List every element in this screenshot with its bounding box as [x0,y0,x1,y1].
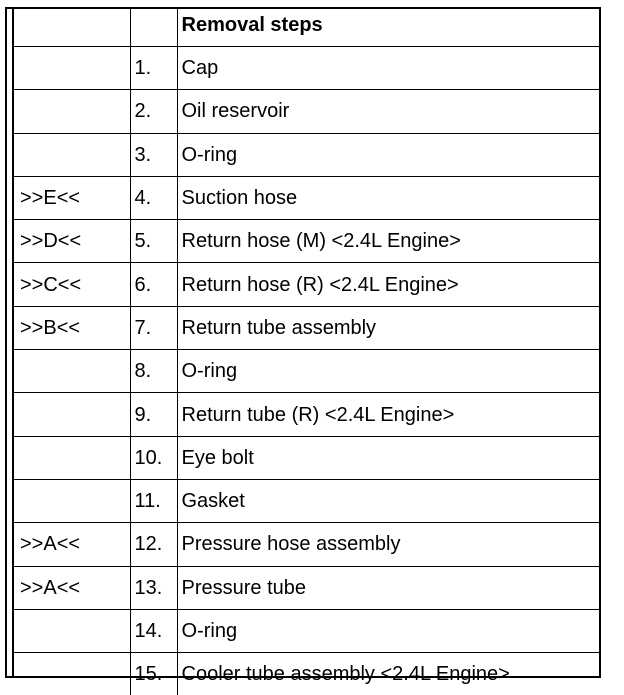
table-row [14,176,599,219]
table-row [14,90,599,133]
step-name: Oil reservoir [177,90,599,133]
header-title: Removal steps [177,9,599,47]
step-number: 12. [130,523,177,566]
ref-cell: >>E<< [14,176,130,219]
table-row [14,393,599,436]
step-number: 3. [130,133,177,176]
step-number: 11. [130,479,177,522]
step-number: 13. [130,566,177,609]
table-row [14,609,599,652]
ref-cell: >>B<< [14,306,130,349]
table-row [14,479,599,522]
table-header-row [14,9,599,47]
step-name: Gasket [177,479,599,522]
table-row [14,306,599,349]
step-number: 9. [130,393,177,436]
step-name: O-ring [177,133,599,176]
step-number: 1. [130,47,177,90]
table-row [14,133,599,176]
step-name: Pressure tube [177,566,599,609]
ref-cell: >>A<< [14,523,130,566]
table-row [14,47,599,90]
step-name: Eye bolt [177,436,599,479]
table-row [14,653,599,695]
step-name: Suction hose [177,176,599,219]
step-name: O-ring [177,350,599,393]
step-number: 5. [130,220,177,263]
table-row [14,566,599,609]
ref-cell: >>D<< [14,220,130,263]
table-row [14,220,599,263]
step-number: 4. [130,176,177,219]
step-name: Return tube assembly [177,306,599,349]
ref-cell [14,47,130,90]
table-row [14,263,599,306]
step-name: Cooler tube assembly <2.4L Engine> [177,653,599,695]
ref-cell [14,479,130,522]
step-name: Cap [177,47,599,90]
header-ref-cell [14,9,130,47]
table-row [14,350,599,393]
step-number: 2. [130,90,177,133]
table-row [14,523,599,566]
ref-cell [14,90,130,133]
removal-steps-table [14,9,599,695]
step-number: 7. [130,306,177,349]
step-name: Return hose (M) <2.4L Engine> [177,220,599,263]
ref-cell: >>A<< [14,566,130,609]
step-name: Return tube (R) <2.4L Engine> [177,393,599,436]
step-name: Pressure hose assembly [177,523,599,566]
ref-cell [14,653,130,695]
ref-cell [14,350,130,393]
step-number: 14. [130,609,177,652]
step-name: Return hose (R) <2.4L Engine> [177,263,599,306]
header-num-cell [130,9,177,47]
step-number: 6. [130,263,177,306]
step-number: 15. [130,653,177,695]
ref-cell [14,609,130,652]
ref-cell [14,393,130,436]
table-row [14,436,599,479]
step-number: 8. [130,350,177,393]
step-name: O-ring [177,609,599,652]
step-number: 10. [130,436,177,479]
ref-cell [14,133,130,176]
ref-cell [14,436,130,479]
ref-cell: >>C<< [14,263,130,306]
